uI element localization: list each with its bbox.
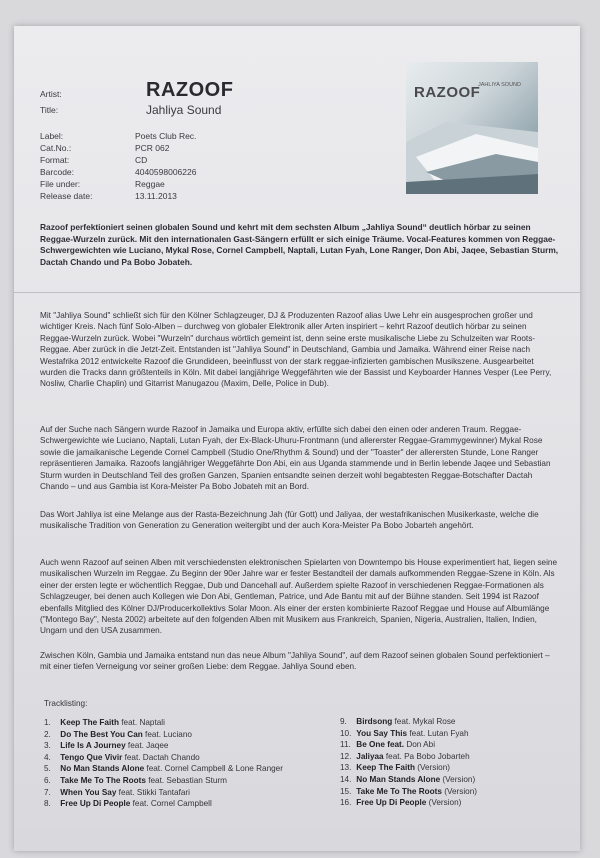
- track-title: You Say This: [356, 728, 408, 738]
- track-title: Be One feat.: [356, 740, 405, 750]
- track-title: Free Up Di People: [356, 798, 427, 808]
- release-info-value: CD: [135, 155, 148, 165]
- release-info-value: Poets Club Rec.: [135, 131, 197, 141]
- track-feature: feat. Luciano: [142, 729, 192, 739]
- track-feature: feat. Cornel Campbell: [130, 799, 212, 809]
- track-title: Jaliyaa: [356, 751, 384, 761]
- track-number: 1.: [44, 718, 51, 727]
- release-info-label: Cat.No.:: [40, 143, 72, 153]
- track-feature: (Version): [414, 763, 451, 773]
- tracklist-left: [44, 717, 283, 810]
- track-number: 7.: [44, 787, 51, 797]
- tracklist-right: [340, 716, 477, 809]
- track-number: 6.: [44, 775, 51, 785]
- track-item: [44, 775, 283, 787]
- track-title: Take Me To The Roots: [356, 786, 442, 796]
- track-feature: feat. Naptali: [118, 718, 165, 727]
- track-title: Life Is A Journey: [60, 741, 126, 751]
- body-paragraph-3: Das Wort Jahliya ist eine Melange aus der Rasta-Bezeichnung Jah (für Gott) und Jaliyaa, der westafrikanischen Musikerkaste, welche die musikalische Tradition von Generation zu Generation weitergibt und der auch Kora-Meister Pa Bobo Jobarteh angehört.: [40, 510, 539, 531]
- track-item: [340, 751, 477, 763]
- release-info-row: [40, 130, 196, 142]
- track-item: [340, 716, 477, 728]
- tracklist-heading: Tracklisting:: [44, 699, 88, 708]
- album-cover: [406, 62, 538, 194]
- release-info-row: [40, 166, 196, 178]
- track-item: [340, 762, 477, 774]
- track-title: No Man Stands Alone: [356, 774, 441, 784]
- track-feature: feat. Sebastian Sturm: [145, 775, 227, 785]
- track-feature: feat. Jaqee: [125, 741, 169, 751]
- track-number: 14.: [340, 774, 352, 784]
- track-title: When You Say: [60, 787, 117, 797]
- track-title: Keep The Faith: [60, 718, 119, 727]
- track-item: [340, 797, 477, 809]
- track-number: 9.: [340, 717, 347, 726]
- track-item: [44, 787, 283, 799]
- track-title: No Man Stands Alone: [60, 764, 145, 774]
- track-title: Keep The Faith: [356, 763, 415, 773]
- body-paragraph-1: Mit "Jahliya Sound" schließt sich für den Kölner Schlagzeuger, DJ & Produzenten Razoof alias Uwe Lehr ein ausgesprochen großer und wichtiger Kreis. Nach fünf Solo-Alben – durchweg von globaler Elektronik aller Arten inspiriert – kehrt Razoof deutlich hörbar zu seinen Reggae-Wurzeln zurück. Wobei "Wurzeln" durchaus wörtlich gemeint ist, denn seine erste musikalische Liebe zu Schulzeiten war Roots-Reggae. Aber zurück in die Jetzt-Zeit. Entstanden ist "Jahliya Sound" in Deutschland, Gambia und Jamaika. Während einer Reise nach Westafrika 2012 entwickelte Razoof die Grundideen, beeinflusst von der stark reggae-infizierten gambischen Musikszene. Ausgearbeitet wurden die Tracks dann größtenteils in Köln. Mit dabei langjährige Weggefährten wie der Bassist und Keyboarder Hannes Vesper (Lee Perry, Nosliw, Charlie Chaplin) und Gitarrist Manugazou (Maxim, Delle, Police in Dub).: [40, 311, 552, 389]
- title-label-row: [40, 104, 58, 116]
- album-title: Jahliya Sound: [146, 103, 222, 117]
- track-title: Take Me To The Roots: [60, 775, 146, 785]
- track-item: [340, 786, 477, 798]
- artist-name: RAZOOF: [146, 79, 234, 101]
- track-item: [44, 752, 283, 764]
- release-info-value: 13.11.2013: [135, 191, 177, 201]
- body-paragraph-5: Zwischen Köln, Gambia und Jamaika entstand nun das neue Album "Jahliya Sound", auf dem Razoof seinen globalen Sound perfektioniert – mit einer tiefen Verneigung vor seiner großen Liebe: dem Reggae. Jahliya Sound eben.: [40, 651, 550, 672]
- track-feature: (Version): [440, 774, 476, 784]
- track-item: [44, 740, 283, 752]
- release-info-row: [40, 178, 196, 190]
- release-info-label: File under:: [40, 179, 81, 189]
- track-number: 8.: [44, 799, 51, 809]
- track-item: [44, 763, 283, 775]
- release-info-row: [40, 142, 196, 154]
- release-info-row: [40, 190, 196, 202]
- release-info-value: Reggae: [135, 179, 165, 189]
- track-number: 11.: [340, 740, 351, 750]
- track-number: 16.: [340, 798, 352, 808]
- track-number: 4.: [44, 752, 51, 762]
- track-title: Birdsong: [356, 717, 393, 726]
- track-feature: feat. Pa Bobo Jobarteh: [383, 751, 470, 761]
- track-item: [44, 729, 283, 741]
- track-item: [44, 798, 283, 810]
- track-title: Tengo Que Vivir: [60, 752, 123, 762]
- track-feature: (Version): [426, 798, 462, 808]
- track-number: 12.: [340, 751, 352, 761]
- track-feature: feat. Dactah Chando: [122, 752, 200, 762]
- track-number: 15.: [340, 786, 352, 796]
- fold-line: [14, 292, 580, 293]
- release-info-value: 4040598006226: [135, 167, 197, 177]
- cover-album-name: JAHLIYA SOUND: [478, 82, 521, 88]
- title-label: Title:: [40, 105, 59, 115]
- release-info-label: Barcode:: [40, 167, 75, 177]
- track-number: 5.: [44, 764, 51, 774]
- track-title: Do The Best You Can: [60, 729, 143, 739]
- track-item: [340, 739, 477, 751]
- release-info-label: Format:: [40, 155, 70, 165]
- artist-label-row: [40, 88, 62, 100]
- track-item: [340, 774, 477, 786]
- track-number: 3.: [44, 741, 51, 751]
- body-paragraph-2: Auf der Suche nach Sängern wurde Razoof in Jamaika und Europa aktiv, erfüllte sich dabei den einen oder anderen Traum. Reggae-Schwergewichte wie Luciano, Naptali, Lutan Fyah, der Ex-Black-Uhuru-Frontmann (und allererster Reggae-Grammygewinner) Mykal Rose sowie die jamaikanische Legende Cornel Campbell (Studio One/Rhythm & Sound) und der "Toaster" der allerersten Stunde, Lone Ranger repräsentieren Jamaika. Razoofs langjähriger Weggefährte Don Abi, ein aus Uganda stammende und in Berlin lebende Jaqee und Sebastian Sturm wurden in Deutschland Teil des großen Ganzen, Spanien entsandte seinen derzeit wohl begabtesten Reggae-Botschafter Dactah Chando – und aus Gambia ist Kora-Meister Pa Bobo Jobateh mit an Bord.: [40, 425, 551, 492]
- body-paragraph-4: Auch wenn Razoof auf seinen Alben mit verschiedensten elektronischen Spielarten von Downtempo bis House experimentiert hat, liegen seine musikalischen Wurzeln im Reggae. Zu Beginn der 90er Jahre war er fester Bestandteil der damals aufkommenden Reggae-Szene in Köln. Als einer der ersten legte er wöchentlich Reggae, Dub und Dancehall auf. Außerdem spielte Razoof in verschiedenen Reggae-Formationen als Schlagzeuger, bei denen auch Kollegen wie Don Abi, Gentleman, Patrice, und Ade Bantu mit auf der Bühne standen. Seit 1994 ist Razoof ebenfalls Mitglied des Kölner DJ/Producerkollektivs Solar Moon. Als einer der ersten kombinierte Razoof Reggae und House auf Albumlänge ("Montego Bay", Nesta 2002) arbeitete auf den folgenden Alben mit Musikern aus Frankreich, Spanien, Nigeria, Australien, Italien, Indien, Ungarn und den USA zusammen.: [40, 558, 558, 636]
- artist-label: Artist:: [40, 89, 62, 99]
- release-info-label: Label:: [40, 131, 64, 141]
- track-number: 13.: [340, 763, 352, 773]
- release-info-value: PCR 062: [135, 143, 170, 153]
- track-feature: feat. Cornel Campbell & Lone Ranger: [144, 764, 283, 774]
- cover-artist-name: RAZOOF: [414, 84, 481, 101]
- track-feature: feat. Mykal Rose: [392, 717, 456, 726]
- track-title: Free Up Di People: [60, 799, 131, 809]
- track-feature: feat. Stikki Tantafari: [116, 787, 190, 797]
- track-number: 2.: [44, 729, 51, 739]
- release-info-row: [40, 154, 196, 166]
- release-info: [40, 130, 196, 202]
- track-item: [44, 717, 283, 729]
- track-feature: (Version): [441, 786, 477, 796]
- release-info-label: Release date:: [40, 191, 93, 201]
- track-number: 10.: [340, 728, 352, 738]
- track-feature: Don Abi: [404, 740, 436, 750]
- track-feature: feat. Lutan Fyah: [407, 728, 469, 738]
- track-item: [340, 728, 477, 740]
- intro-paragraph: Razoof perfektioniert seinen globalen Sound und kehrt mit dem sechsten Album „Jahliya Sound“ deutlich hörbar zu seinen Reggae-Wurzeln zurück. Mit den internationalen Gast-Sängern erfüllt er sich einige Träume. Vocal-Features kommen von Reggae-Schwergewichten wie Luciano, Mykal Rose, Cornel Campbell, Naptali, Lutan Fyah, Lone Ranger, Don Abi, Jaqee, Sebastian Sturm, Dactah Chando und Pa Bobo Jobateh.: [40, 222, 559, 267]
